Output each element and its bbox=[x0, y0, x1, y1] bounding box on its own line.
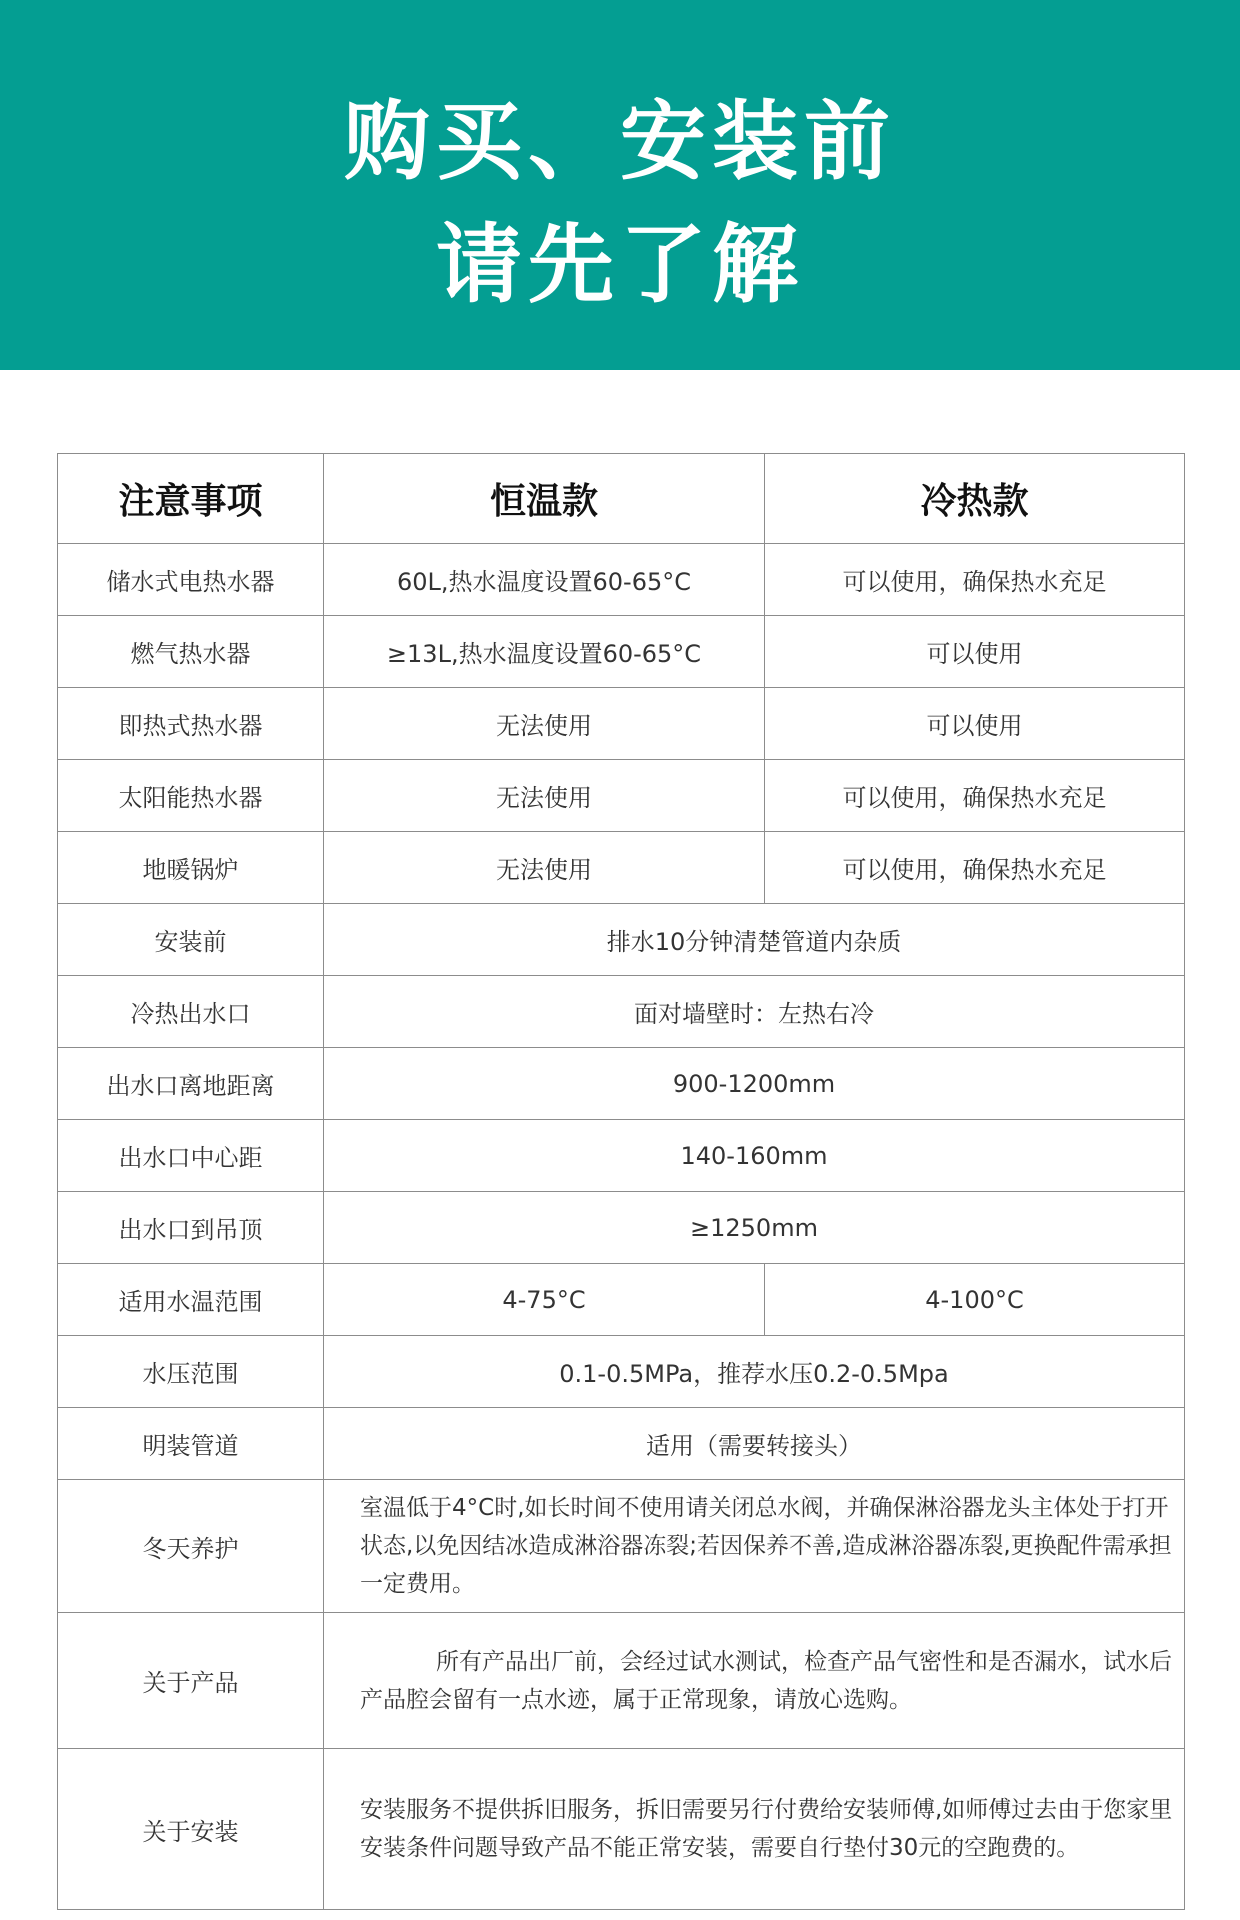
row-label: 关于安装 bbox=[58, 1749, 324, 1910]
table-row bbox=[58, 544, 1185, 616]
row-label: 冬天养护 bbox=[58, 1480, 324, 1613]
merged-cell: 排水10分钟清楚管道内杂质 bbox=[324, 904, 1185, 976]
thermostatic-cell: 无法使用 bbox=[324, 760, 765, 832]
merged-cell: 900-1200mm bbox=[324, 1048, 1185, 1120]
paragraph-cell: 室温低于4°C时,如长时间不使用请关闭总水阀，并确保淋浴器龙头主体处于打开状态,以免因结冰造成淋浴器冻裂;若因保养不善,造成淋浴器冻裂,更换配件需承担一定费用。 bbox=[324, 1480, 1185, 1613]
row-label: 太阳能热水器 bbox=[58, 760, 324, 832]
table-header-row bbox=[58, 454, 1185, 544]
paragraph-cell: 安装服务不提供拆旧服务，拆旧需要另行付费给安装师傅,如师傅过去由于您家里安装条件问题导致产品不能正常安装，需要自行垫付30元的空跑费的。 bbox=[324, 1749, 1185, 1910]
thermostatic-cell: 无法使用 bbox=[324, 688, 765, 760]
hot-cold-cell: 可以使用，确保热水充足 bbox=[765, 544, 1185, 616]
table-row bbox=[58, 1480, 1185, 1613]
row-label: 出水口到吊顶 bbox=[58, 1192, 324, 1264]
hot-cold-cell: 4-100°C bbox=[765, 1264, 1185, 1336]
table-row bbox=[58, 1749, 1185, 1910]
row-label: 燃气热水器 bbox=[58, 616, 324, 688]
table-row bbox=[58, 1408, 1185, 1480]
row-label: 即热式热水器 bbox=[58, 688, 324, 760]
thermostatic-cell: 60L,热水温度设置60-65°C bbox=[324, 544, 765, 616]
table-row bbox=[58, 1336, 1185, 1408]
row-label: 储水式电热水器 bbox=[58, 544, 324, 616]
row-label: 出水口中心距 bbox=[58, 1120, 324, 1192]
table-row bbox=[58, 1613, 1185, 1749]
thermostatic-cell: 无法使用 bbox=[324, 832, 765, 904]
table-row bbox=[58, 904, 1185, 976]
table-row bbox=[58, 1264, 1185, 1336]
row-label: 出水口离地距离 bbox=[58, 1048, 324, 1120]
row-label: 安装前 bbox=[58, 904, 324, 976]
row-label: 关于产品 bbox=[58, 1613, 324, 1749]
hot-cold-cell: 可以使用，确保热水充足 bbox=[765, 760, 1185, 832]
table-row bbox=[58, 688, 1185, 760]
hot-cold-cell: 可以使用，确保热水充足 bbox=[765, 832, 1185, 904]
table-row bbox=[58, 760, 1185, 832]
row-label: 明装管道 bbox=[58, 1408, 324, 1480]
header-banner bbox=[0, 0, 1240, 370]
merged-cell: 适用（需要转接头） bbox=[324, 1408, 1185, 1480]
hot-cold-cell: 可以使用 bbox=[765, 688, 1185, 760]
banner-subtitle: 请先了解 bbox=[436, 215, 804, 315]
merged-cell: 面对墙壁时：左热右冷 bbox=[324, 976, 1185, 1048]
table-row bbox=[58, 976, 1185, 1048]
banner-title: 购买、安装前 bbox=[344, 92, 896, 192]
header-notes: 注意事项 bbox=[58, 454, 324, 544]
merged-cell: 0.1-0.5MPa，推荐水压0.2-0.5Mpa bbox=[324, 1336, 1185, 1408]
table-row bbox=[58, 1192, 1185, 1264]
merged-cell: 140-160mm bbox=[324, 1120, 1185, 1192]
hot-cold-cell: 可以使用 bbox=[765, 616, 1185, 688]
thermostatic-cell: ≥13L,热水温度设置60-65°C bbox=[324, 616, 765, 688]
table-row bbox=[58, 616, 1185, 688]
row-label: 水压范围 bbox=[58, 1336, 324, 1408]
table-row bbox=[58, 1120, 1185, 1192]
row-label: 适用水温范围 bbox=[58, 1264, 324, 1336]
merged-cell: ≥1250mm bbox=[324, 1192, 1185, 1264]
paragraph-text: 所有产品出厂前，会经过试水测试，检查产品气密性和是否漏水，试水后产品腔会留有一点水迹，属于正常现象，请放心选购。 bbox=[360, 1648, 1172, 1713]
row-label: 冷热出水口 bbox=[58, 976, 324, 1048]
header-hot-cold: 冷热款 bbox=[765, 454, 1185, 544]
table-row bbox=[58, 832, 1185, 904]
thermostatic-cell: 4-75°C bbox=[324, 1264, 765, 1336]
table-row bbox=[58, 1048, 1185, 1120]
row-label: 地暖锅炉 bbox=[58, 832, 324, 904]
header-thermostatic: 恒温款 bbox=[324, 454, 765, 544]
paragraph-cell bbox=[324, 1613, 1185, 1749]
spec-table bbox=[57, 453, 1185, 1910]
